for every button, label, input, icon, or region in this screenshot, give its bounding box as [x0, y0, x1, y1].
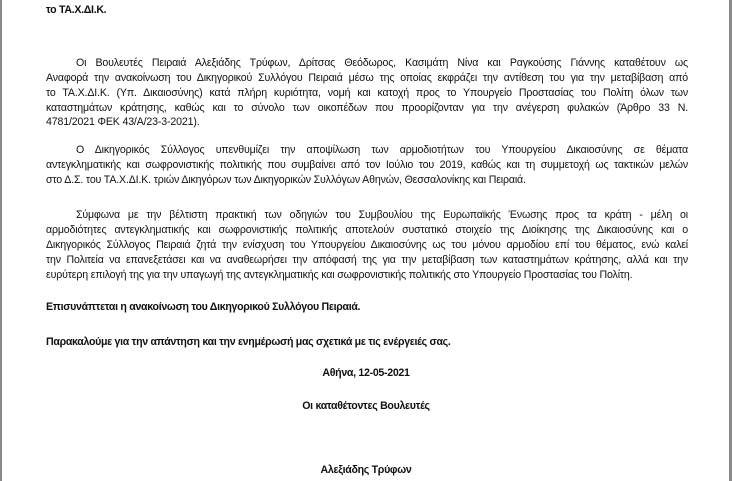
header-fragment: το ΤΑ.Χ.ΔΙ.Κ.	[46, 4, 107, 16]
paragraph-line: Δικηγορικός Σύλλογος Πειραιά ζητά την ενίσχυση του Υπουργείου Δικαιοσύνης ως του μόνου αρμοδίου επί του θέματος, ενώ καλεί	[46, 239, 688, 251]
paragraph-line: την Πολιτεία να επανεξετάσει και να αναθεωρήσει την απόφασή της για την μεταβίβαση των καταστημάτων κράτησης, αλλά και την	[46, 254, 688, 266]
request-note: Παρακαλούμε για την απάντηση και την ενημέρωσή μας σχετικά με τις ενέργειές σας.	[46, 336, 451, 348]
attachment-note: Επισυνάπτεται η ανακοίνωση του Δικηγορικού Συλλόγου Πειραιά.	[46, 301, 361, 313]
paragraph-line: Αναφορά την ανακοίνωση του Δικηγορικού Συλλόγου Πειραιά μέσω της οποίας εκφράζει την αντίθεση του για την μεταβίβαση από	[46, 72, 688, 84]
place-date: Αθήνα, 12-05-2021	[322, 367, 410, 379]
paragraph-line: Σύμφωνα με την βέλτιστη πρακτική των οδηγιών του Συμβουλίου της Ευρωπαϊκής Ένωσης προς τα κράτη - μέλη οι	[76, 209, 688, 221]
paragraph-line: ευρύτερη επιλογή της για την υπαγωγή της αντεγκληματικής και σωφρονιστικής πολιτικής στο Υπουργείο Προστασίας του Πολίτη.	[46, 269, 633, 281]
signatories-label: Οι καταθέτοντες Βουλευτές	[302, 400, 430, 412]
paragraph-line: Ο Δικηγορικός Σύλλογος υπενθυμίζει την αποψίλωση των αρμοδιοτήτων του Υπουργείου Δικαιοσύνης σε θέματα	[76, 144, 688, 156]
paragraph-line: αντεγκληματικής και σωφρονιστικής πολιτικής που συμβαίνει από τον Ιούλιο του 2019, καθώς και τη συμμετοχή ως τακτικών μελών	[46, 159, 688, 171]
paragraph-line: το ΤΑ.Χ.ΔΙ.Κ. (Υπ. Δικαιοσύνης) κατά πλήρη κυριότητα, νομή και κατοχή προς το Υπουργείο Προστασίας του Πολίτη όλων των	[46, 87, 688, 99]
paragraph-line: αρμοδιότητες αντεγκληματικής και σωφρονιστικής πολιτικής αποτελούν συστατικό στοιχείο της Διοίκησης της Δικαιοσύνης και ο	[46, 224, 688, 236]
paragraph-line: 4781/2021 ΦΕΚ 43/Α/23-3-2021).	[46, 116, 200, 128]
signatory-name: Αλεξιάδης Τρύφων	[320, 464, 412, 476]
paragraph-line: Οι Βουλευτές Πειραιά Αλεξιάδης Τρύφων, Δρίτσας Θεόδωρος, Κασιμάτη Νίνα και Ραγκούσης Γιάννης καταθέτουν ως	[76, 57, 688, 69]
paragraph-line: καταστημάτων κράτησης, καθώς και το σύνολο των οικοπέδων που προορίζονταν για την ανέγερση φυλακών (Άρθρο 33 Ν.	[46, 102, 688, 114]
paragraph-line: στο Δ.Σ. του ΤΑ.Χ.ΔΙ.Κ. τριών Δικηγόρων των Δικηγορικών Συλλόγων Αθηνών, Θεσσαλονίκης και Πειραιά.	[46, 174, 526, 186]
